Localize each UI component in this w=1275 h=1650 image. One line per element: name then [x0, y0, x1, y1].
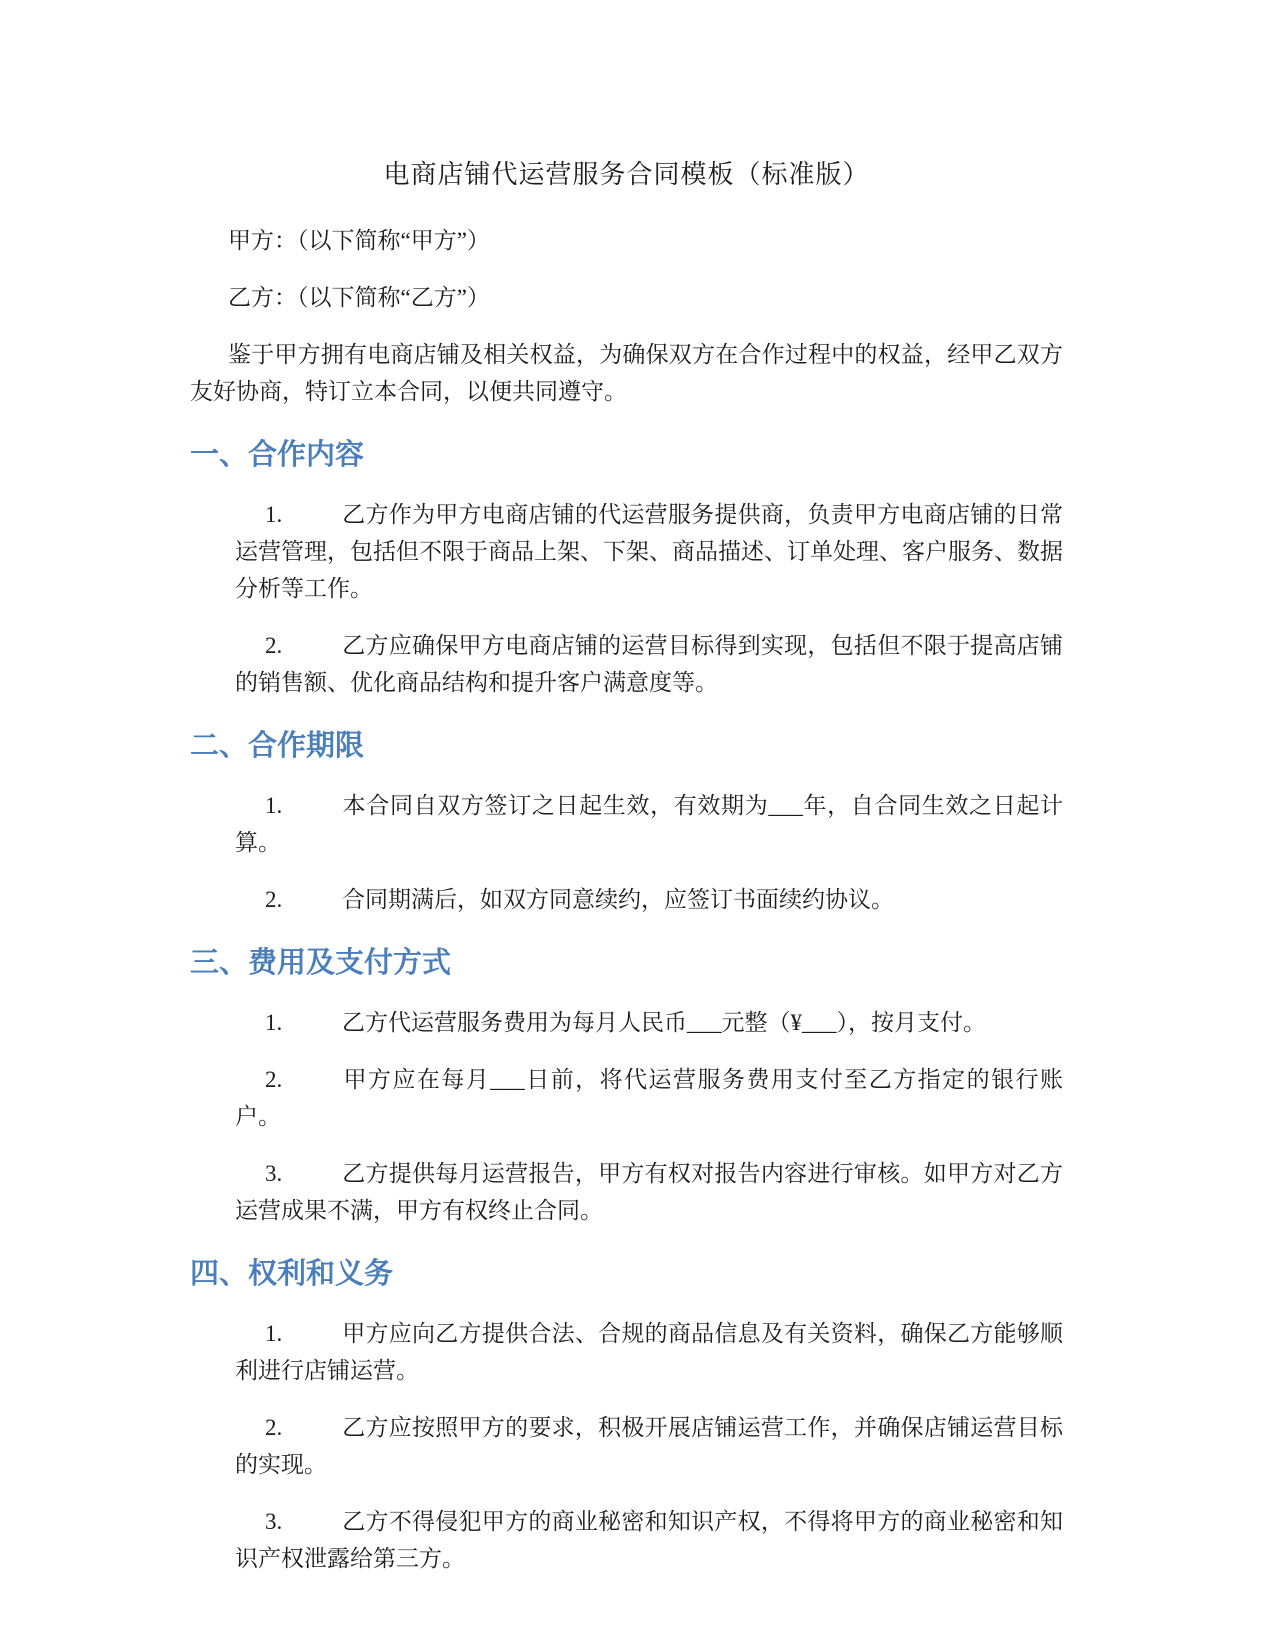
item-text: 乙方不得侵犯甲方的商业秘密和知识产权，不得将甲方的商业秘密和知识产权泄露给第三方。 — [235, 1509, 1063, 1571]
item-number: 1. — [265, 1321, 283, 1346]
section-2-item-1 — [190, 787, 1063, 861]
item-text: 乙方应按照甲方的要求，积极开展店铺运营工作，并确保店铺运营目标的实现。 — [235, 1415, 1063, 1477]
item-number: 2. — [265, 1415, 283, 1440]
item-text: 乙方代运营服务费用为每月人民币___元整（¥___），按月支付。 — [342, 1010, 986, 1035]
item-number: 3. — [265, 1509, 283, 1534]
item-number: 1. — [265, 793, 283, 818]
item-number: 1. — [265, 502, 283, 527]
item-text: 甲方应在每月___日前，将代运营服务费用支付至乙方指定的银行账户。 — [235, 1067, 1063, 1129]
item-text: 甲方应向乙方提供合法、合规的商品信息及有关资料，确保乙方能够顺利进行店铺运营。 — [235, 1321, 1063, 1383]
preamble-paragraph: 鉴于甲方拥有电商店铺及相关权益，为确保双方在合作过程中的权益，经甲乙双方友好协商，特订立本合同，以便共同遵守。 — [190, 342, 1063, 404]
section-1-item-1 — [190, 496, 1063, 607]
section-heading-2: 二、合作期限 — [190, 730, 365, 762]
party-a-line: 甲方：（以下简称“甲方”） — [228, 228, 490, 253]
item-number: 2. — [265, 1067, 283, 1092]
section-4-item-1 — [190, 1315, 1063, 1389]
section-heading-3: 三、费用及支付方式 — [190, 947, 452, 979]
party-b-line: 乙方：（以下简称“乙方”） — [228, 285, 490, 310]
section-heading-4: 四、权利和义务 — [190, 1258, 394, 1290]
item-number: 2. — [265, 887, 283, 912]
item-number: 1. — [265, 1010, 283, 1035]
section-3-item-2 — [190, 1061, 1063, 1135]
section-4-item-3 — [190, 1503, 1063, 1577]
item-text: 合同期满后，如双方同意续约，应签订书面续约协议。 — [342, 887, 894, 912]
section-3-item-1 — [190, 1004, 1063, 1041]
section-4-item-2 — [190, 1409, 1063, 1483]
item-text: 乙方作为甲方电商店铺的代运营服务提供商，负责甲方电商店铺的日常运营管理，包括但不限于商品上架、下架、商品描述、订单处理、客户服务、数据分析等工作。 — [235, 502, 1063, 601]
section-1-item-2 — [190, 627, 1063, 701]
document-title: 电商店铺代运营服务合同模板（标准版） — [383, 160, 870, 189]
section-heading-1: 一、合作内容 — [190, 439, 365, 471]
item-text: 本合同自双方签订之日起生效，有效期为___年，自合同生效之日起计算。 — [235, 793, 1063, 855]
item-text: 乙方提供每月运营报告，甲方有权对报告内容进行审核。如甲方对乙方运营成果不满，甲方有权终止合同。 — [235, 1161, 1063, 1223]
item-text: 乙方应确保甲方电商店铺的运营目标得到实现，包括但不限于提高店铺的销售额、优化商品结构和提升客户满意度等。 — [235, 633, 1063, 695]
section-2-item-2 — [190, 881, 1063, 918]
document-content — [190, 158, 1063, 1597]
item-number: 3. — [265, 1161, 283, 1186]
item-number: 2. — [265, 633, 283, 658]
section-3-item-3 — [190, 1155, 1063, 1229]
